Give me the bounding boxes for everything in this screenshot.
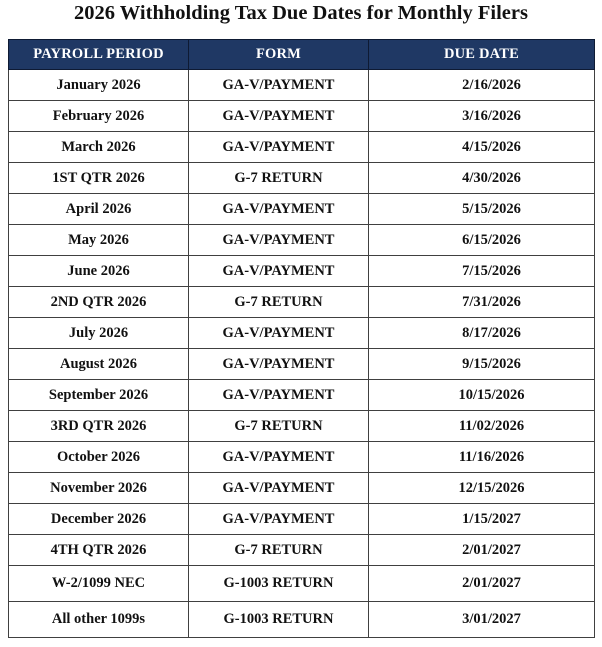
payroll-period-cell: November 2026	[9, 473, 189, 504]
table-row	[9, 318, 595, 349]
payroll-period-cell: July 2026	[9, 318, 189, 349]
table-row	[9, 70, 595, 101]
payroll-period-cell: 3RD QTR 2026	[9, 411, 189, 442]
table-row	[9, 602, 595, 638]
table-row	[9, 225, 595, 256]
table-row	[9, 101, 595, 132]
table-row	[9, 411, 595, 442]
table-row	[9, 380, 595, 411]
payroll-period-cell: May 2026	[9, 225, 189, 256]
form-cell: GA-V/PAYMENT	[189, 225, 369, 256]
payroll-period-cell: All other 1099s	[9, 602, 189, 638]
form-cell: G-1003 RETURN	[189, 566, 369, 602]
form-cell: G-1003 RETURN	[189, 602, 369, 638]
form-cell: G-7 RETURN	[189, 287, 369, 318]
table-row	[9, 132, 595, 163]
payroll-period-cell: September 2026	[9, 380, 189, 411]
form-cell: G-7 RETURN	[189, 411, 369, 442]
payroll-period-cell: 4TH QTR 2026	[9, 535, 189, 566]
due-date-cell: 1/15/2027	[369, 504, 595, 535]
form-cell: G-7 RETURN	[189, 163, 369, 194]
table-row	[9, 504, 595, 535]
payroll-period-cell: January 2026	[9, 70, 189, 101]
payroll-period-cell: 2ND QTR 2026	[9, 287, 189, 318]
table-row	[9, 194, 595, 225]
payroll-period-cell: W-2/1099 NEC	[9, 566, 189, 602]
header-form: FORM	[189, 40, 369, 70]
table-row	[9, 535, 595, 566]
form-cell: GA-V/PAYMENT	[189, 256, 369, 287]
table-row	[9, 473, 595, 504]
due-date-cell: 3/16/2026	[369, 101, 595, 132]
due-date-cell: 3/01/2027	[369, 602, 595, 638]
due-date-cell: 8/17/2026	[369, 318, 595, 349]
form-cell: GA-V/PAYMENT	[189, 349, 369, 380]
due-date-cell: 10/15/2026	[369, 380, 595, 411]
due-date-cell: 4/30/2026	[369, 163, 595, 194]
due-date-cell: 2/01/2027	[369, 535, 595, 566]
form-cell: GA-V/PAYMENT	[189, 70, 369, 101]
table-row	[9, 566, 595, 602]
payroll-period-cell: 1ST QTR 2026	[9, 163, 189, 194]
table-row	[9, 163, 595, 194]
form-cell: G-7 RETURN	[189, 535, 369, 566]
payroll-period-cell: February 2026	[9, 101, 189, 132]
form-cell: GA-V/PAYMENT	[189, 318, 369, 349]
payroll-period-cell: August 2026	[9, 349, 189, 380]
form-cell: GA-V/PAYMENT	[189, 101, 369, 132]
due-date-cell: 7/15/2026	[369, 256, 595, 287]
due-date-cell: 11/16/2026	[369, 442, 595, 473]
table-row	[9, 442, 595, 473]
form-cell: GA-V/PAYMENT	[189, 194, 369, 225]
table-row	[9, 256, 595, 287]
due-date-cell: 5/15/2026	[369, 194, 595, 225]
form-cell: GA-V/PAYMENT	[189, 504, 369, 535]
due-date-cell: 2/16/2026	[369, 70, 595, 101]
payroll-period-cell: December 2026	[9, 504, 189, 535]
header-due-date: DUE DATE	[369, 40, 595, 70]
payroll-period-cell: March 2026	[9, 132, 189, 163]
due-date-cell: 6/15/2026	[369, 225, 595, 256]
table-row	[9, 349, 595, 380]
due-date-cell: 11/02/2026	[369, 411, 595, 442]
due-date-cell: 4/15/2026	[369, 132, 595, 163]
page-title: 2026 Withholding Tax Due Dates for Monthly Filers	[74, 2, 528, 24]
form-cell: GA-V/PAYMENT	[189, 380, 369, 411]
payroll-period-cell: June 2026	[9, 256, 189, 287]
form-cell: GA-V/PAYMENT	[189, 132, 369, 163]
table-row	[9, 287, 595, 318]
form-cell: GA-V/PAYMENT	[189, 442, 369, 473]
due-date-cell: 7/31/2026	[369, 287, 595, 318]
payroll-period-cell: October 2026	[9, 442, 189, 473]
due-dates-table	[8, 39, 595, 638]
table-header-row	[9, 40, 595, 70]
due-date-cell: 2/01/2027	[369, 566, 595, 602]
due-date-cell: 12/15/2026	[369, 473, 595, 504]
payroll-period-cell: April 2026	[9, 194, 189, 225]
form-cell: GA-V/PAYMENT	[189, 473, 369, 504]
header-payroll-period: PAYROLL PERIOD	[9, 40, 189, 70]
due-date-cell: 9/15/2026	[369, 349, 595, 380]
